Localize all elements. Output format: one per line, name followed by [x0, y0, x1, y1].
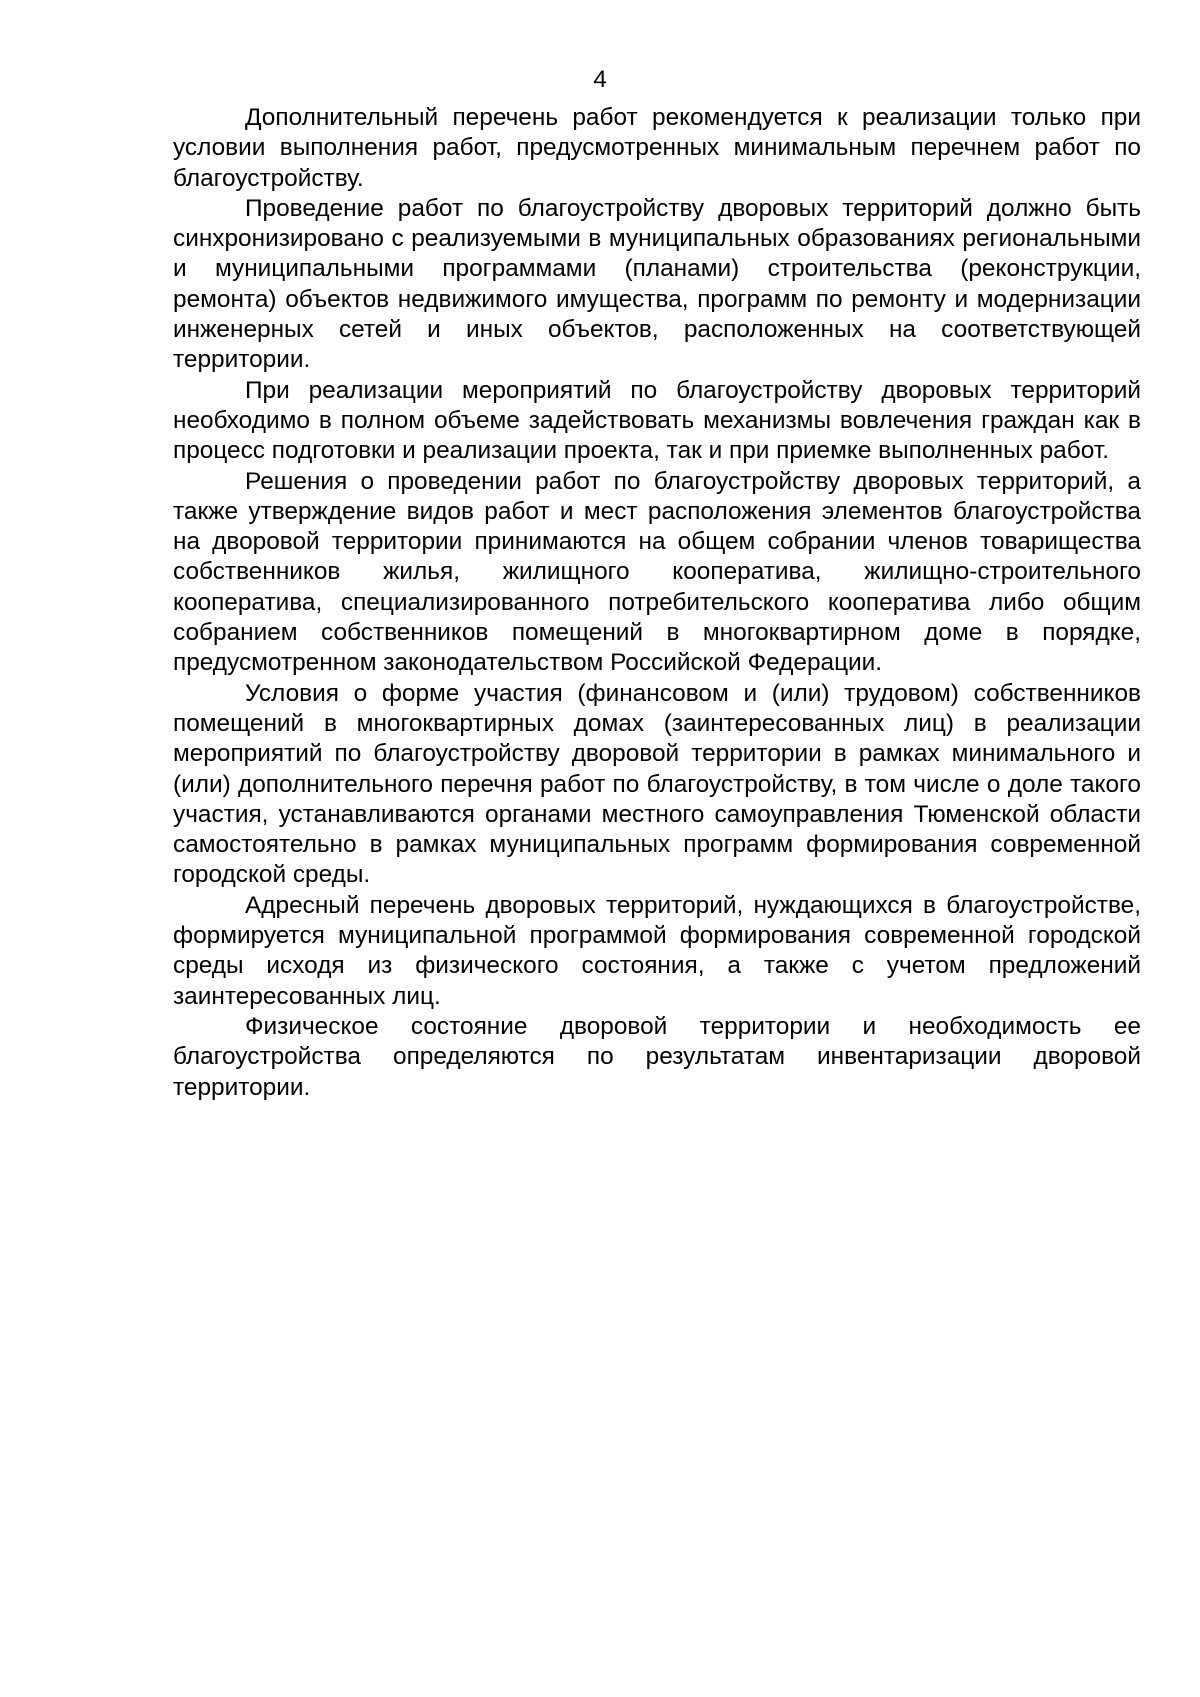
paragraph-physical-condition: Физическое состояние дворовой территории и необходимость ее благоустройства определяются по результатам инвентаризации дворовой территории.: [173, 1012, 1141, 1101]
paragraph-address-list: Адресный перечень дворовых территорий, нуждающихся в благоустройстве, формируется муниципальной программой формирования современной городской среды исходя из физического состояния, а также с учетом предложений заинтересованных лиц.: [173, 891, 1141, 1010]
paragraph-works-synchronization: Проведение работ по благоустройству дворовых территорий должно быть синхронизировано с реализуемыми в муниципальных образованиях региональными и муниципальными программами (планами) строительства (реконструкции, ремонта) объектов недвижимого имущества, программ по ремонту и модернизации инженерных сетей и иных объектов, расположенных на соответствующей территории.: [173, 194, 1141, 374]
paragraph-additional-works-list: Дополнительный перечень работ рекомендуется к реализации только при условии выполнения работ, предусмотренных минимальным перечнем работ по благоустройству.: [173, 104, 1141, 192]
paragraph-citizen-involvement: При реализации мероприятий по благоустройству дворовых территорий необходимо в полном объеме задействовать механизмы вовлечения граждан как в процесс подготовки и реализации проекта, так и при приемке выполненных работ.: [173, 376, 1141, 465]
page-number: 4: [593, 66, 607, 93]
paragraph-decisions-general-meeting: Решения о проведении работ по благоустройству дворовых территорий, а также утверждение видов работ и мест расположения элементов благоустройства на дворовой территории принимаются на общем собрании членов товарищества собственников жилья, жилищного кооператива, жилищно-строительного кооператива, специализированного потребительского кооператива либо общим собранием собственников помещений в многоквартирном доме в порядке, предусмотренном законодательством Российской Федерации.: [173, 467, 1141, 677]
document-body: [173, 103, 1141, 1103]
paragraph-participation-conditions: Условия о форме участия (финансовом и (или) трудовом) собственников помещений в многоквартирных домах (заинтересованных лиц) в реализации мероприятий по благоустройству дворовой территории в рамках минимального и (или) дополнительного перечня работ по благоустройству, в том числе о доле такого участия, устанавливаются органами местного самоуправления Тюменской области самостоятельно в рамках муниципальных программ формирования современной городской среды.: [173, 679, 1141, 889]
